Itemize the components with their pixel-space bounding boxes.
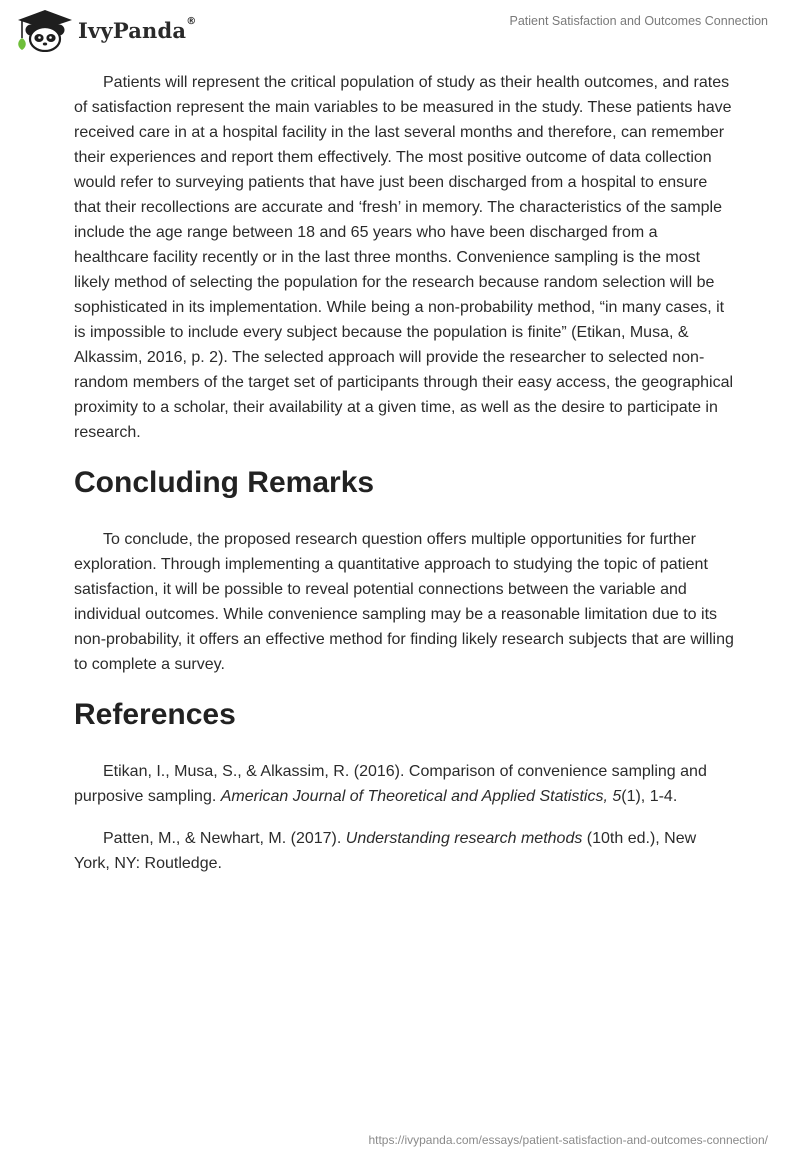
body-paragraph-1: Patients will represent the critical population of study as their health outcomes, and rates of satisfaction represent the main variables to be measured in the study. These patients have received care in at a hospital facility in the last several months and therefore, can remember their experiences and report them effectively. The most positive outcome of data collection would refer to surveying patients that have just been discharged from a hospital to ensure that their recollections are accurate and ‘fresh’ in memory. The characteristics of the sample include the age range between 18 and 65 years who have been discharged from a healthcare facility recently or in the last three months. Convenience sampling is the most likely method of selecting the population for the research because random selection will be sophisticated in its implementation. While being a non-probability method, “in many cases, it is impossible to include every subject because the population is finite” (Etikan, Musa, & Alkassim, 2016, p. 2). The selected approach will provide the researcher to selected non-random members of the target set of participants through their easy access, the geographical proximity to a scholar, their availability at a given time, as well as the desire to participate in research. <box>74 74 734 441</box>
reference-item-1 <box>74 759 734 809</box>
brand-name: IvyPanda® <box>78 15 197 43</box>
running-title: Patient Satisfaction and Outcomes Connection <box>509 14 768 28</box>
reference-item-2 <box>74 826 734 876</box>
reference-text: (1), 1-4. <box>621 788 678 805</box>
reference-text: Patten, M., & Newhart, M. (2017). <box>103 830 346 847</box>
body-paragraph-2: To conclude, the proposed research question offers multiple opportunities for further exploration. Through implementing a quantitative approach to studying the topic of patient satisfaction, it will be possible to reveal potential connections between the variable and individual outcomes. While convenience sampling may be a reasonable limitation due to its non-probability, it offers an effective method for finding likely research subjects that are willing to complete a survey. <box>74 531 734 673</box>
references-heading: References <box>74 698 236 731</box>
panda-graduate-icon <box>14 8 72 52</box>
reference-text: Etikan, I., Musa, S., & Alkassim, R. (2016). Comparison of convenience sampling and purposive sampling. <box>74 763 707 805</box>
concluding-remarks-heading: Concluding Remarks <box>74 466 375 499</box>
brand-logo[interactable] <box>14 8 196 52</box>
reference-text: (10th ed.), New York, NY: Routledge. <box>74 830 697 872</box>
reference-source-title: American Journal of Theoretical and Applied Statistics, 5 <box>220 788 622 805</box>
source-url-link[interactable]: https://ivypanda.com/essays/patient-satisfaction-and-outcomes-connection/ <box>368 1133 768 1147</box>
page-header <box>0 0 800 60</box>
registered-mark: ® <box>186 15 197 27</box>
reference-source-title: Understanding research methods <box>345 830 583 847</box>
document-body <box>74 70 734 893</box>
